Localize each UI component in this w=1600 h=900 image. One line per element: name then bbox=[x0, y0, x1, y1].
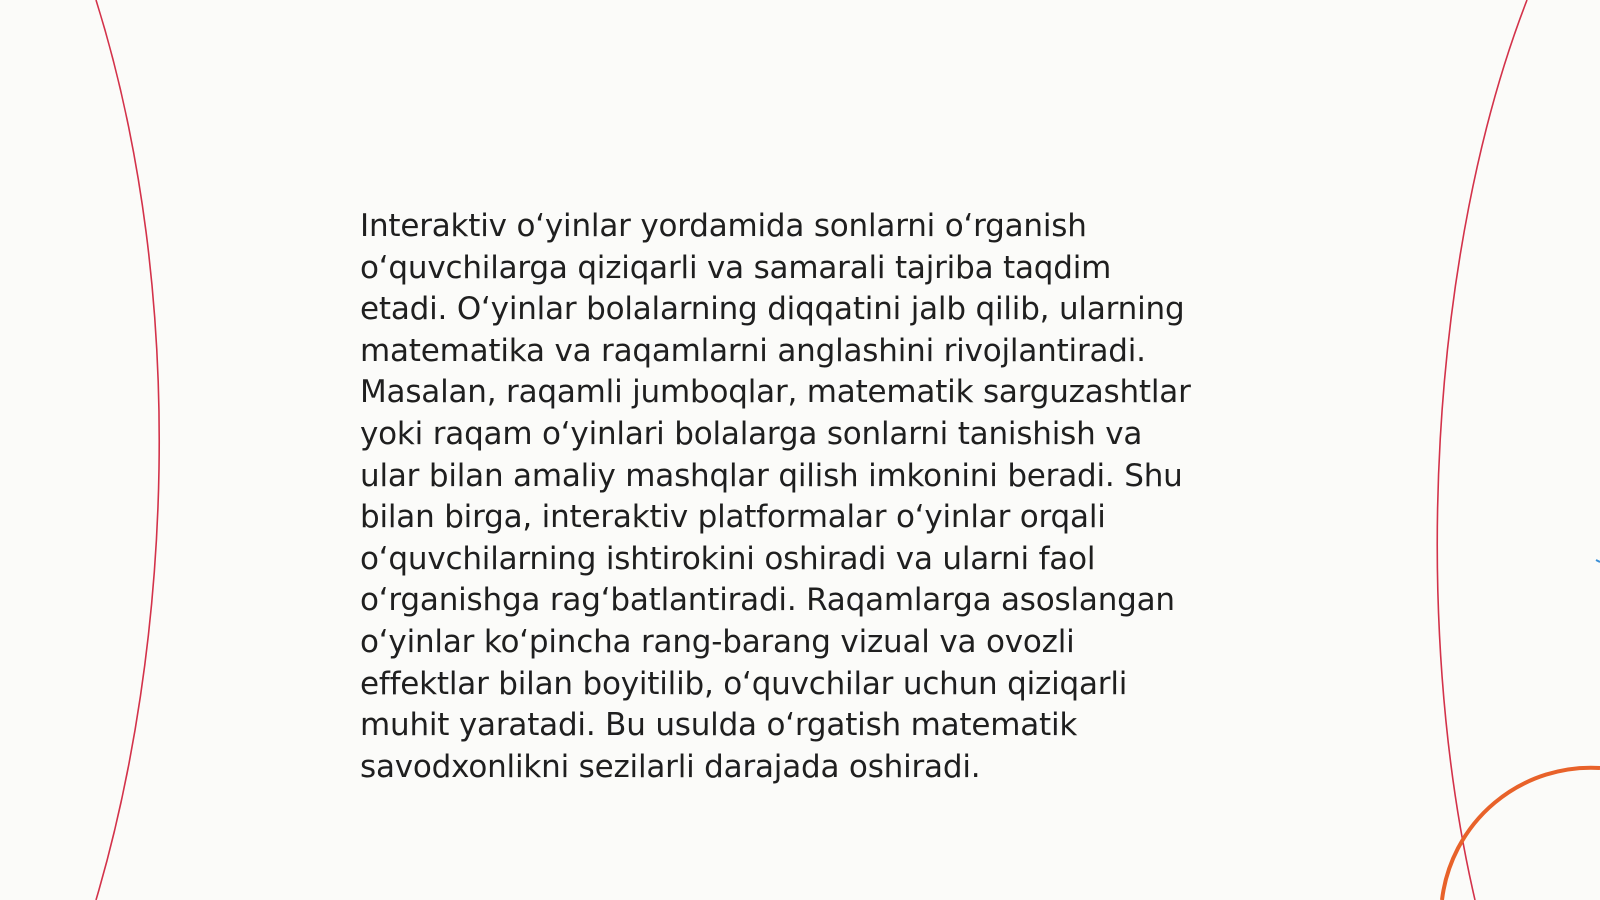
paragraph-line-11: o‘yinlar ko‘pincha rang-barang vizual va ovozli bbox=[360, 623, 1075, 660]
orange-arc bbox=[1442, 768, 1600, 900]
paragraph-line-3: etadi. O‘yinlar bolalarning diqqatini jalb qilib, ularning bbox=[360, 291, 1185, 328]
paragraph-line-5: Masalan, raqamli jumboqlar, matematik sarguzashtlar bbox=[360, 374, 1191, 411]
paragraph-line-10: o‘rganishga rag‘batlantiradi. Raqamlarga asoslangan bbox=[360, 582, 1175, 619]
paragraph-line-12: effektlar bilan boyitilib, o‘quvchilar uchun qiziqarli bbox=[360, 665, 1128, 702]
paragraph-line-9: o‘quvchilarning ishtirokini oshiradi va ularni faol bbox=[360, 540, 1096, 577]
paragraph-line-1: Interaktiv o‘yinlar yordamida sonlarni o‘rganish bbox=[360, 208, 1087, 244]
paragraph-line-13: muhit yaratadi. Bu usulda o‘rgatish matematik bbox=[360, 707, 1078, 744]
left-curve-line bbox=[96, 0, 159, 900]
paragraph-line-8: bilan birga, interaktiv platformalar o‘yinlar orqali bbox=[360, 499, 1106, 536]
right-curve-line bbox=[1437, 0, 1527, 900]
blue-accent-mark bbox=[1596, 560, 1600, 562]
paragraph-line-2: o‘quvchilarga qiziqarli va samarali tajriba taqdim bbox=[360, 249, 1112, 286]
paragraph-line-6: yoki raqam o‘yinlari bolalarga sonlarni tanishish va bbox=[360, 415, 1143, 452]
paragraph-line-7: ular bilan amaliy mashqlar qilish imkonini beradi. Shu bbox=[360, 457, 1183, 494]
body-paragraph bbox=[360, 206, 1260, 788]
paragraph-line-4: matematika va raqamlarni anglashini rivojlantiradi. bbox=[360, 332, 1146, 369]
paragraph-line-14: savodxonlikni sezilarli darajada oshiradi. bbox=[360, 748, 981, 785]
